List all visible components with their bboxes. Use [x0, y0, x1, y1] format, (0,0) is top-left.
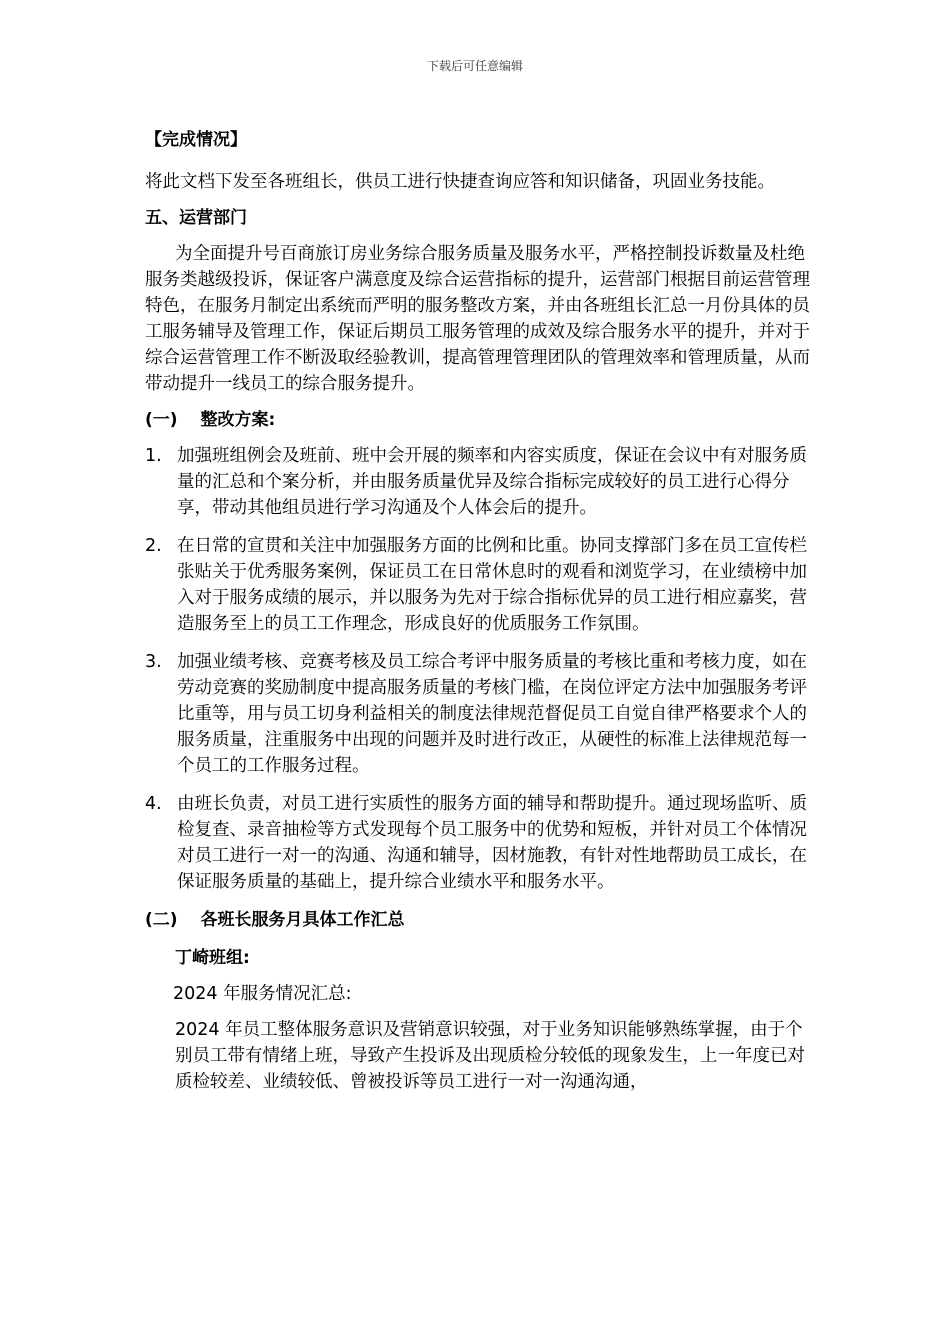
list-item-number: 3. [145, 652, 162, 672]
plan-heading: (一) 整改方案: [145, 410, 276, 430]
list-item [145, 533, 810, 637]
year-summary-text: 2024 年员工整体服务意识及营销意识较强，对于业务知识能够熟练掌握，由于个别员工带有情绪上班，导致产生投诉及出现质检分较低的现象发生，上一年度已对质检较差、业绩较低、曾被投诉等员工进行一对一沟通沟通， [175, 1020, 805, 1092]
list-item-number: 1. [145, 446, 162, 466]
list-item [145, 791, 810, 895]
summary-heading: (二) 各班长服务月具体工作汇总 [145, 910, 405, 930]
list-item [145, 443, 810, 521]
year-summary-label: 2024 年服务情况汇总: [173, 984, 352, 1004]
document-body [145, 127, 810, 1095]
completion-heading: 【完成情况】 [145, 130, 247, 150]
plan-list [145, 443, 810, 895]
team-name: 丁崎班组: [175, 948, 250, 968]
section5-heading: 五、运营部门 [145, 208, 247, 228]
completion-text: 将此文档下发至各班组长，供员工进行快捷查询应答和知识储备，巩固业务技能。 [145, 172, 775, 192]
list-item-number: 2. [145, 536, 162, 556]
list-item [145, 649, 810, 779]
list-item-number: 4. [145, 794, 162, 814]
list-item-text: 加强班组例会及班前、班中会开展的频率和内容实质度，保证在会议中有对服务质量的汇总和个案分析，并由服务质量优异及综合指标完成较好的员工进行心得分享，带动其他组员进行学习沟通及个人体会后的提升。 [177, 446, 807, 518]
list-item-text: 在日常的宣贯和关注中加强服务方面的比例和比重。协同支撑部门多在员工宣传栏张贴关于优秀服务案例，保证员工在日常休息时的观看和浏览学习，在业绩榜中加入对于服务成绩的展示，并以服务为先对于综合指标优异的员工进行相应嘉奖，营造服务至上的员工工作理念，形成良好的优质服务工作氛围。 [177, 536, 807, 634]
list-item-text: 由班长负责，对员工进行实质性的服务方面的辅导和帮助提升。通过现场监听、质检复查、录音抽检等方式发现每个员工服务中的优势和短板，并针对员工个体情况对员工进行一对一的沟通、沟通和辅导，因材施教，有针对性地帮助员工成长，在保证服务质量的基础上，提升综合业绩水平和服务水平。 [177, 794, 807, 892]
page-header: 下载后可任意编辑 [426, 59, 523, 73]
list-item-text: 加强业绩考核、竞赛考核及员工综合考评中服务质量的考核比重和考核力度，如在劳动竞赛的奖励制度中提高服务质量的考核门槛，在岗位评定方法中加强服务考评比重等，用与员工切身利益相关的制度法律规范督促员工自觉自律严格要求个人的服务质量，注重服务中出现的问题并及时进行改正，从硬性的标准上法律规范每一个员工的工作服务过程。 [177, 652, 807, 776]
section5-intro: 为全面提升号百商旅订房业务综合服务质量及服务水平，严格控制投诉数量及杜绝服务类越级投诉，保证客户满意度及综合运营指标的提升，运营部门根据目前运营管理特色，在服务月制定出系统而严明的服务整改方案，并由各班组长汇总一月份具体的员工服务辅导及管理工作，保证后期员工服务管理的成效及综合服务水平的提升，并对于综合运营管理工作不断汲取经验教训，提高管理管理团队的管理效率和管理质量，从而带动提升一线员工的综合服务提升。 [145, 244, 810, 394]
